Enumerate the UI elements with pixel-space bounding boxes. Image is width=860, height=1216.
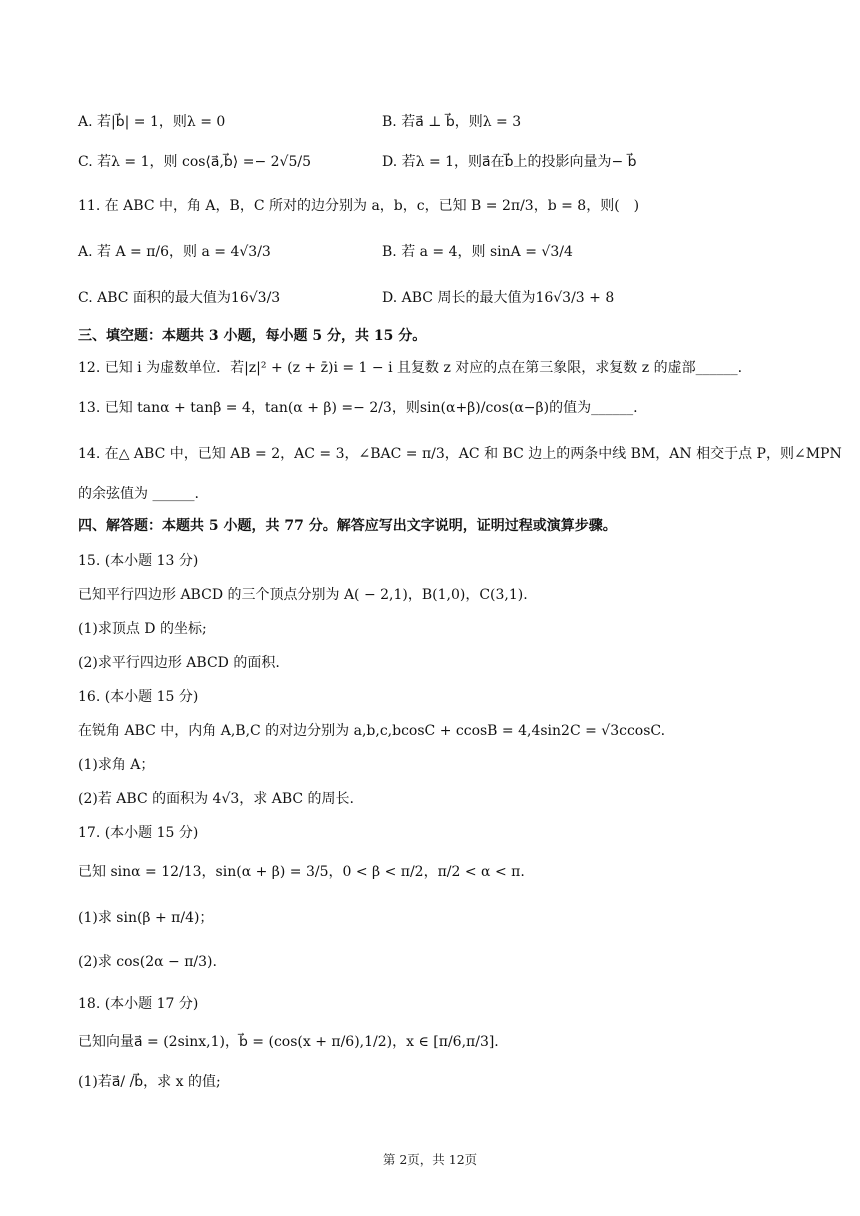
- q15-part1: (1)求顶点 D 的坐标;: [78, 621, 207, 637]
- q18-part1: (1)若a⃗/ /b⃗，求 x 的值;: [78, 1074, 221, 1090]
- q16-part1: (1)求角 A；: [78, 757, 155, 773]
- q10-option-d: D. 若λ = 1，则a⃗在b⃗上的投影向量为− b⃗: [382, 154, 637, 170]
- q11-stem: 11. 在 ABC 中，角 A，B，C 所对的边分别为 a，b，c，已知 B = 2π/3，b = 8，则( ): [78, 198, 640, 214]
- q18-stem: 已知向量a⃗ = (2sinx,1)，b⃗ = (cos(x + π/6),1/2)，x ∈ [π/6,π/3].: [78, 1034, 499, 1050]
- q17-stem: 已知 sinα = 12/13，sin(α + β) = 3/5，0 < β < π/2，π/2 < α < π.: [78, 864, 525, 880]
- q16-part2: (2)若 ABC 的面积为 4√3，求 ABC 的周长.: [78, 791, 355, 807]
- q16-stem: 在锐角 ABC 中，内角 A,B,C 的对边分别为 a,b,c,bcosC + ccosB = 4,4sin2C = √3ccosC.: [78, 723, 666, 739]
- q15-stem: 已知平行四边形 ABCD 的三个顶点分别为 A( − 2,1)，B(1,0)，C(3,1).: [78, 587, 528, 603]
- q14-line1: 14. 在△ ABC 中，已知 AB = 2，AC = 3，∠BAC = π/3，AC 和 BC 边上的两条中线 BM，AN 相交于点 P，则∠MPN: [78, 446, 842, 462]
- q17-part1: (1)求 sin(β + π/4)；: [78, 910, 214, 926]
- q14-line2: 的余弦值为 ______.: [78, 486, 199, 502]
- q17-part2: (2)求 cos(2α − π/3).: [78, 954, 217, 970]
- q13: 13. 已知 tanα + tanβ = 4，tan(α + β) =− 2/3，则sin(α+β)/cos(α−β)的值为______.: [78, 400, 638, 416]
- q12: 12. 已知 i 为虚数单位．若|z|² + (z + z̄)i = 1 − i 且复数 z 对应的点在第三象限，求复数 z 的虚部______.: [78, 360, 743, 376]
- q18-head: 18. (本小题 17 分): [78, 996, 199, 1012]
- q11-option-d: D. ABC 周长的最大值为16√3/3 + 8: [382, 290, 615, 306]
- page-footer: 第 2页，共 12页: [382, 1152, 478, 1167]
- section-4-heading: 四、解答题：本题共 5 小题，共 77 分。解答应写出文字说明，证明过程或演算步骤。: [78, 518, 617, 534]
- q10-option-c: C. 若λ = 1，则 cos⟨a⃗,b⃗⟩ =− 2√5/5: [78, 154, 311, 170]
- q10-option-b: B. 若a⃗ ⊥ b⃗，则λ = 3: [382, 114, 522, 130]
- q10-option-a: A. 若|b⃗| = 1，则λ = 0: [78, 114, 226, 130]
- q16-head: 16. (本小题 15 分): [78, 689, 199, 705]
- section-3-heading: 三、填空题：本题共 3 小题，每小题 5 分，共 15 分。: [78, 328, 427, 344]
- q11-option-b: B. 若 a = 4，则 sinA = √3/4: [382, 244, 573, 260]
- q11-option-a: A. 若 A = π/6，则 a = 4√3/3: [78, 244, 271, 260]
- q15-head: 15. (本小题 13 分): [78, 553, 199, 569]
- q17-head: 17. (本小题 15 分): [78, 825, 199, 841]
- q15-part2: (2)求平行四边形 ABCD 的面积.: [78, 655, 280, 671]
- q11-option-c: C. ABC 面积的最大值为16√3/3: [78, 290, 281, 306]
